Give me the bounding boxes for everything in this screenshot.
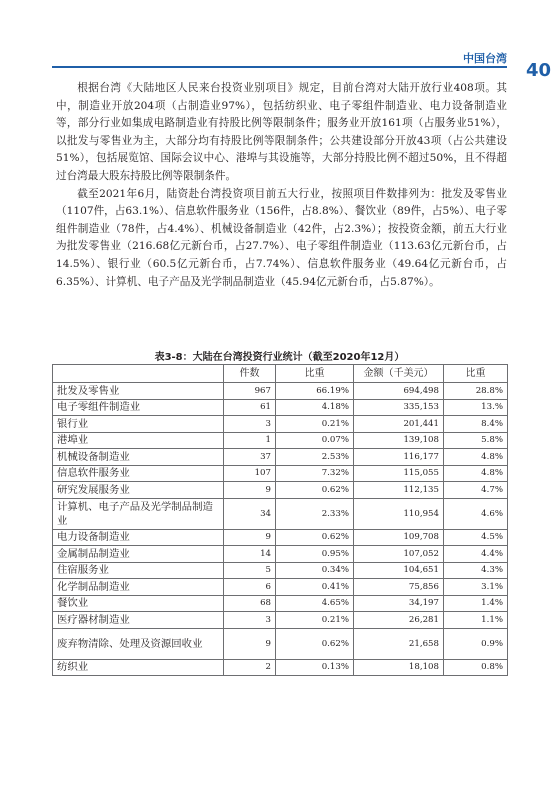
count-share-cell: 7.32% xyxy=(276,465,354,482)
table-row xyxy=(53,546,508,563)
table-row xyxy=(53,383,508,400)
amount-cell: 107,052 xyxy=(354,546,444,563)
count-cell: 9 xyxy=(224,529,276,546)
count-cell: 967 xyxy=(224,383,276,400)
amount-share-cell: 1.1% xyxy=(444,612,508,629)
amount-cell: 75,856 xyxy=(354,579,444,596)
industry-cell: 银行业 xyxy=(53,416,224,433)
table-row xyxy=(53,416,508,433)
count-share-cell: 2.53% xyxy=(276,449,354,466)
investment-industry-table xyxy=(52,364,508,676)
amount-share-cell: 4.3% xyxy=(444,562,508,579)
count-share-cell: 66.19% xyxy=(276,383,354,400)
amount-cell: 109,708 xyxy=(354,529,444,546)
count-share-cell: 0.62% xyxy=(276,628,354,659)
count-cell: 61 xyxy=(224,399,276,416)
amount-share-cell: 4.8% xyxy=(444,449,508,466)
count-share-cell: 0.07% xyxy=(276,432,354,449)
amount-cell: 21,658 xyxy=(354,628,444,659)
table-row xyxy=(53,562,508,579)
table-caption: 表3-8：大陆在台湾投资行业统计（截至2020年12月） xyxy=(154,352,405,363)
amount-cell: 18,108 xyxy=(354,659,444,676)
count-share-cell: 0.13% xyxy=(276,659,354,676)
table-row xyxy=(53,659,508,676)
amount-share-cell: 13.% xyxy=(444,399,508,416)
industry-cell: 港埠业 xyxy=(53,432,224,449)
industry-cell: 废弃物清除、处理及资源回收业 xyxy=(53,628,224,659)
table-row xyxy=(53,482,508,499)
count-share-cell: 0.21% xyxy=(276,416,354,433)
amount-share-cell: 4.5% xyxy=(444,529,508,546)
count-cell: 107 xyxy=(224,465,276,482)
amount-share-cell: 4.6% xyxy=(444,498,508,529)
amount-share-cell: 4.7% xyxy=(444,482,508,499)
industry-cell: 金属制品制造业 xyxy=(53,546,224,563)
count-share-cell: 4.65% xyxy=(276,595,354,612)
amount-share-cell: 0.8% xyxy=(444,659,508,676)
amount-share-cell: 4.4% xyxy=(444,546,508,563)
amount-cell: 116,177 xyxy=(354,449,444,466)
body-text xyxy=(56,80,507,291)
count-share-cell: 0.62% xyxy=(276,529,354,546)
count-cell: 34 xyxy=(224,498,276,529)
amount-cell: 115,055 xyxy=(354,465,444,482)
count-cell: 37 xyxy=(224,449,276,466)
count-share-cell: 0.41% xyxy=(276,579,354,596)
count-cell: 9 xyxy=(224,628,276,659)
amount-cell: 34,197 xyxy=(354,595,444,612)
header-rule xyxy=(52,66,507,68)
header-amount-share: 比重 xyxy=(444,365,508,383)
count-cell: 9 xyxy=(224,482,276,499)
header-count: 件数 xyxy=(224,365,276,383)
table-row xyxy=(53,529,508,546)
paragraph-2: 截至2021年6月，陆资赴台湾投资项目前五大行业，按照项目件数排列为：批发及零售业（1107件，占63.1%）、信息软件服务业（156件，占8.8%）、餐饮业（89件，占5%）、电子零组件制造业（78件，占4.4%）、机械设备制造业（42件，占2.3%）；按投资金额，前五大行业为批发零售业（216.68亿元新台币，占27.7%）、电子零组件制造业（113.63亿元新台币，占14.5%）、银行业（60.5亿元新台币，占7.74%）、信息软件服务业（49.64亿元新台币，占6.35%）、计算机、电子产品及光学制品制造业（45.94亿元新台币，占5.87%）。 xyxy=(56,187,507,288)
header-count-share: 比重 xyxy=(276,365,354,383)
count-cell: 2 xyxy=(224,659,276,676)
industry-cell: 机械设备制造业 xyxy=(53,449,224,466)
count-cell: 68 xyxy=(224,595,276,612)
page-number: 40 xyxy=(525,60,551,81)
amount-share-cell: 3.1% xyxy=(444,579,508,596)
industry-cell: 计算机、电子产品及光学制品制造业 xyxy=(53,498,224,529)
amount-cell: 694,498 xyxy=(354,383,444,400)
table-row xyxy=(53,628,508,659)
count-cell: 3 xyxy=(224,612,276,629)
count-cell: 5 xyxy=(224,562,276,579)
count-share-cell: 4.18% xyxy=(276,399,354,416)
amount-share-cell: 4.8% xyxy=(444,465,508,482)
amount-cell: 139,108 xyxy=(354,432,444,449)
amount-cell: 112,135 xyxy=(354,482,444,499)
section-label: 中国台湾 xyxy=(463,52,507,65)
count-share-cell: 0.62% xyxy=(276,482,354,499)
count-cell: 1 xyxy=(224,432,276,449)
header-industry xyxy=(53,365,224,383)
count-cell: 14 xyxy=(224,546,276,563)
table-header-row xyxy=(53,365,508,383)
industry-cell: 研究发展服务业 xyxy=(53,482,224,499)
amount-cell: 26,281 xyxy=(354,612,444,629)
amount-cell: 104,651 xyxy=(354,562,444,579)
industry-cell: 化学制品制造业 xyxy=(53,579,224,596)
count-share-cell: 2.33% xyxy=(276,498,354,529)
table-row xyxy=(53,595,508,612)
table-row xyxy=(53,579,508,596)
industry-cell: 医疗器材制造业 xyxy=(53,612,224,629)
amount-cell: 335,153 xyxy=(354,399,444,416)
table-row xyxy=(53,399,508,416)
table-row xyxy=(53,432,508,449)
count-cell: 3 xyxy=(224,416,276,433)
amount-share-cell: 0.9% xyxy=(444,628,508,659)
industry-cell: 批发及零售业 xyxy=(53,383,224,400)
industry-cell: 餐饮业 xyxy=(53,595,224,612)
amount-share-cell: 1.4% xyxy=(444,595,508,612)
industry-cell: 信息软件服务业 xyxy=(53,465,224,482)
amount-share-cell: 5.8% xyxy=(444,432,508,449)
table-row xyxy=(53,498,508,529)
table-row xyxy=(53,612,508,629)
amount-share-cell: 8.4% xyxy=(444,416,508,433)
table-row xyxy=(53,449,508,466)
amount-share-cell: 28.8% xyxy=(444,383,508,400)
amount-cell: 201,441 xyxy=(354,416,444,433)
industry-cell: 电子零组件制造业 xyxy=(53,399,224,416)
count-cell: 6 xyxy=(224,579,276,596)
industry-cell: 住宿服务业 xyxy=(53,562,224,579)
industry-cell: 纺织业 xyxy=(53,659,224,676)
header-amount: 金额（千美元） xyxy=(354,365,444,383)
count-share-cell: 0.34% xyxy=(276,562,354,579)
industry-cell: 电力设备制造业 xyxy=(53,529,224,546)
paragraph-1: 根据台湾《大陆地区人民来台投资业别项目》规定，目前台湾对大陆开放行业408项。其中，制造业开放204项（占制造业97%），包括纺织业、电子零组件制造业、电力设备制造业等，部分行业如集成电路制造业有持股比例等限制条件；服务业开放161项（占服务业51%），以批发与零售业为主，大部分均有持股比例等限制条件；公共建设部分开放43项（占公共建设51%），包括展览馆、国际会议中心、港埠与其设施等，大部分持股比例不超过50%，且不得超过台湾最大股东持股比例等限制条件。 xyxy=(56,82,507,182)
count-share-cell: 0.95% xyxy=(276,546,354,563)
table-row xyxy=(53,465,508,482)
count-share-cell: 0.21% xyxy=(276,612,354,629)
amount-cell: 110,954 xyxy=(354,498,444,529)
